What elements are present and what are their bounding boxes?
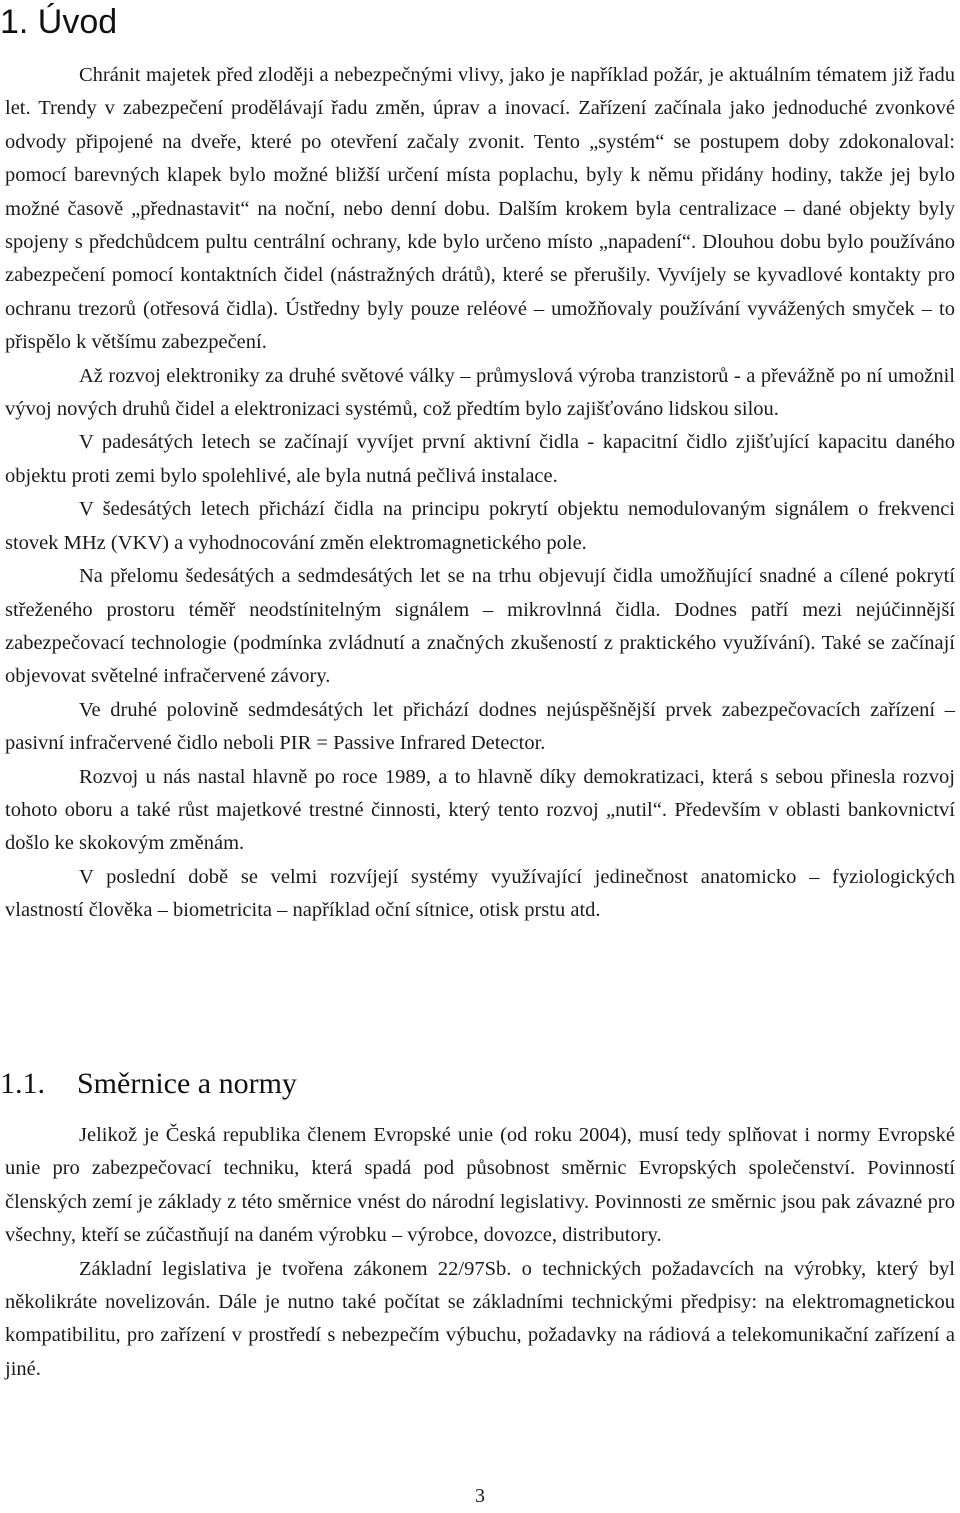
paragraph: Až rozvoj elektroniky za druhé světové války – průmyslová výroba tranzistorů - a převážně po ní umožnil vývoj nových druhů čidel a elektronizaci systémů, což předtím bylo zajišťováno lidskou silou. [5, 364, 955, 421]
paragraph: Rozvoj u nás nastal hlavně po roce 1989, a to hlavně díky demokratizaci, která s sebou přinesla rozvoj tohoto oboru a také růst majetkové trestné činnosti, který tento rozvoj „nutil“. Především v oblasti bankovnictví došlo ke skokovým změnám. [5, 765, 955, 855]
section-number: 1.1. [0, 1067, 45, 1100]
paragraph: Základní legislativa je tvořena zákonem 22/97Sb. o technických požadavcích na výrobky, který byl několikráte novelizován. Dále je nutno také počítat se základními technickými předpisy: na elektromagnetickou kompatibilitu, pro zařízení v prostředí s nebezpečím výbuchu, požadavky na rádiová a telekomunikační zařízení a jiné. [5, 1257, 955, 1380]
paragraph: Jelikož je Česká republika členem Evropské unie (od roku 2004), musí tedy splňovat i normy Evropské unie pro zabezpečovací techniku, která spadá pod působnost směrnic Evropských společenství. Povinností členských zemí je základy z této směrnice vnést do národní legislativy. Povinnosti ze směrnic jsou pak závazné pro všechny, kteří se zúčastňují na daném výrobku – výrobce, dovozce, distributory. [5, 1124, 955, 1247]
chapter-heading: 1. Úvod [0, 3, 118, 41]
paragraph: V šedesátých letech přichází čidla na principu pokrytí objektu nemodulovaným signálem o frekvenci stovek MHz (VKV) a vyhodnocování změn elektromagnetického pole. [5, 498, 955, 554]
paragraph: Ve druhé polovině sedmdesátých let přichází dodnes nejúspěšnější prvek zabezpečovacích zařízení – pasivní infračervené čidlo neboli PIR = Passive Infrared Detector. [5, 698, 955, 755]
chapter-body [5, 59, 955, 928]
section-title: Směrnice a normy [77, 1067, 297, 1100]
section-body [5, 1119, 955, 1386]
paragraph: V padesátých letech se začínají vyvíjet první aktivní čidla - kapacitní čidlo zjišťující kapacitu daného objektu proti zemi bylo spolehlivé, ale byla nutná pečlivá instalace. [5, 431, 955, 487]
page-number: 3 [475, 1485, 485, 1507]
section-heading [0, 1064, 297, 1104]
paragraph: V poslední době se velmi rozvíjejí systémy využívající jedinečnost anatomicko – fyziologických vlastností člověka – biometricita – například oční sítnice, otisk prstu atd. [5, 865, 955, 922]
paragraph: Chránit majetek před zloději a nebezpečnými vlivy, jako je například požár, je aktuálním tématem již řadu let. Trendy v zabezpečení prodělávají řadu změn, úprav a inovací. Zařízení začínala jako jednoduché zvonkové odvody připojené na dveře, které po otevření začaly zvonit. Tento „systém“ se postupem doby zdokonaloval: pomocí barevných klapek bylo možné bližší určení místa poplachu, byly k němu přidány hodiny, takže jej bylo možné časově „přednastavit“ na noční, nebo denní dobu. Dalším krokem byla centralizace – dané objekty byly spojeny s předchůdcem pultu centrální ochrany, kde bylo určeno místo „napadení“. Dlouhou dobu bylo používáno zabezpečení pomocí kontaktních čidel (nástražných drátů), které se přerušily. Vyvíjely se kyvadlové kontakty pro ochranu trezorů (otřesová čidla). Ústředny byly pouze reléové – umožňovaly používání vyvážených smyček – to přispělo k většímu zabezpečení. [5, 64, 955, 354]
paragraph: Na přelomu šedesátých a sedmdesátých let se na trhu objevují čidla umožňující snadné a cílené pokrytí střeženého prostoru téměř neodstínitelným signálem – mikrovlnná čidla. Dodnes patří mezi nejúčinnější zabezpečovací technologie (podmínka zvládnutí a značných zkušeností z praktického využívání). Také se začínají objevovat světelné infračervené závory. [5, 565, 955, 688]
